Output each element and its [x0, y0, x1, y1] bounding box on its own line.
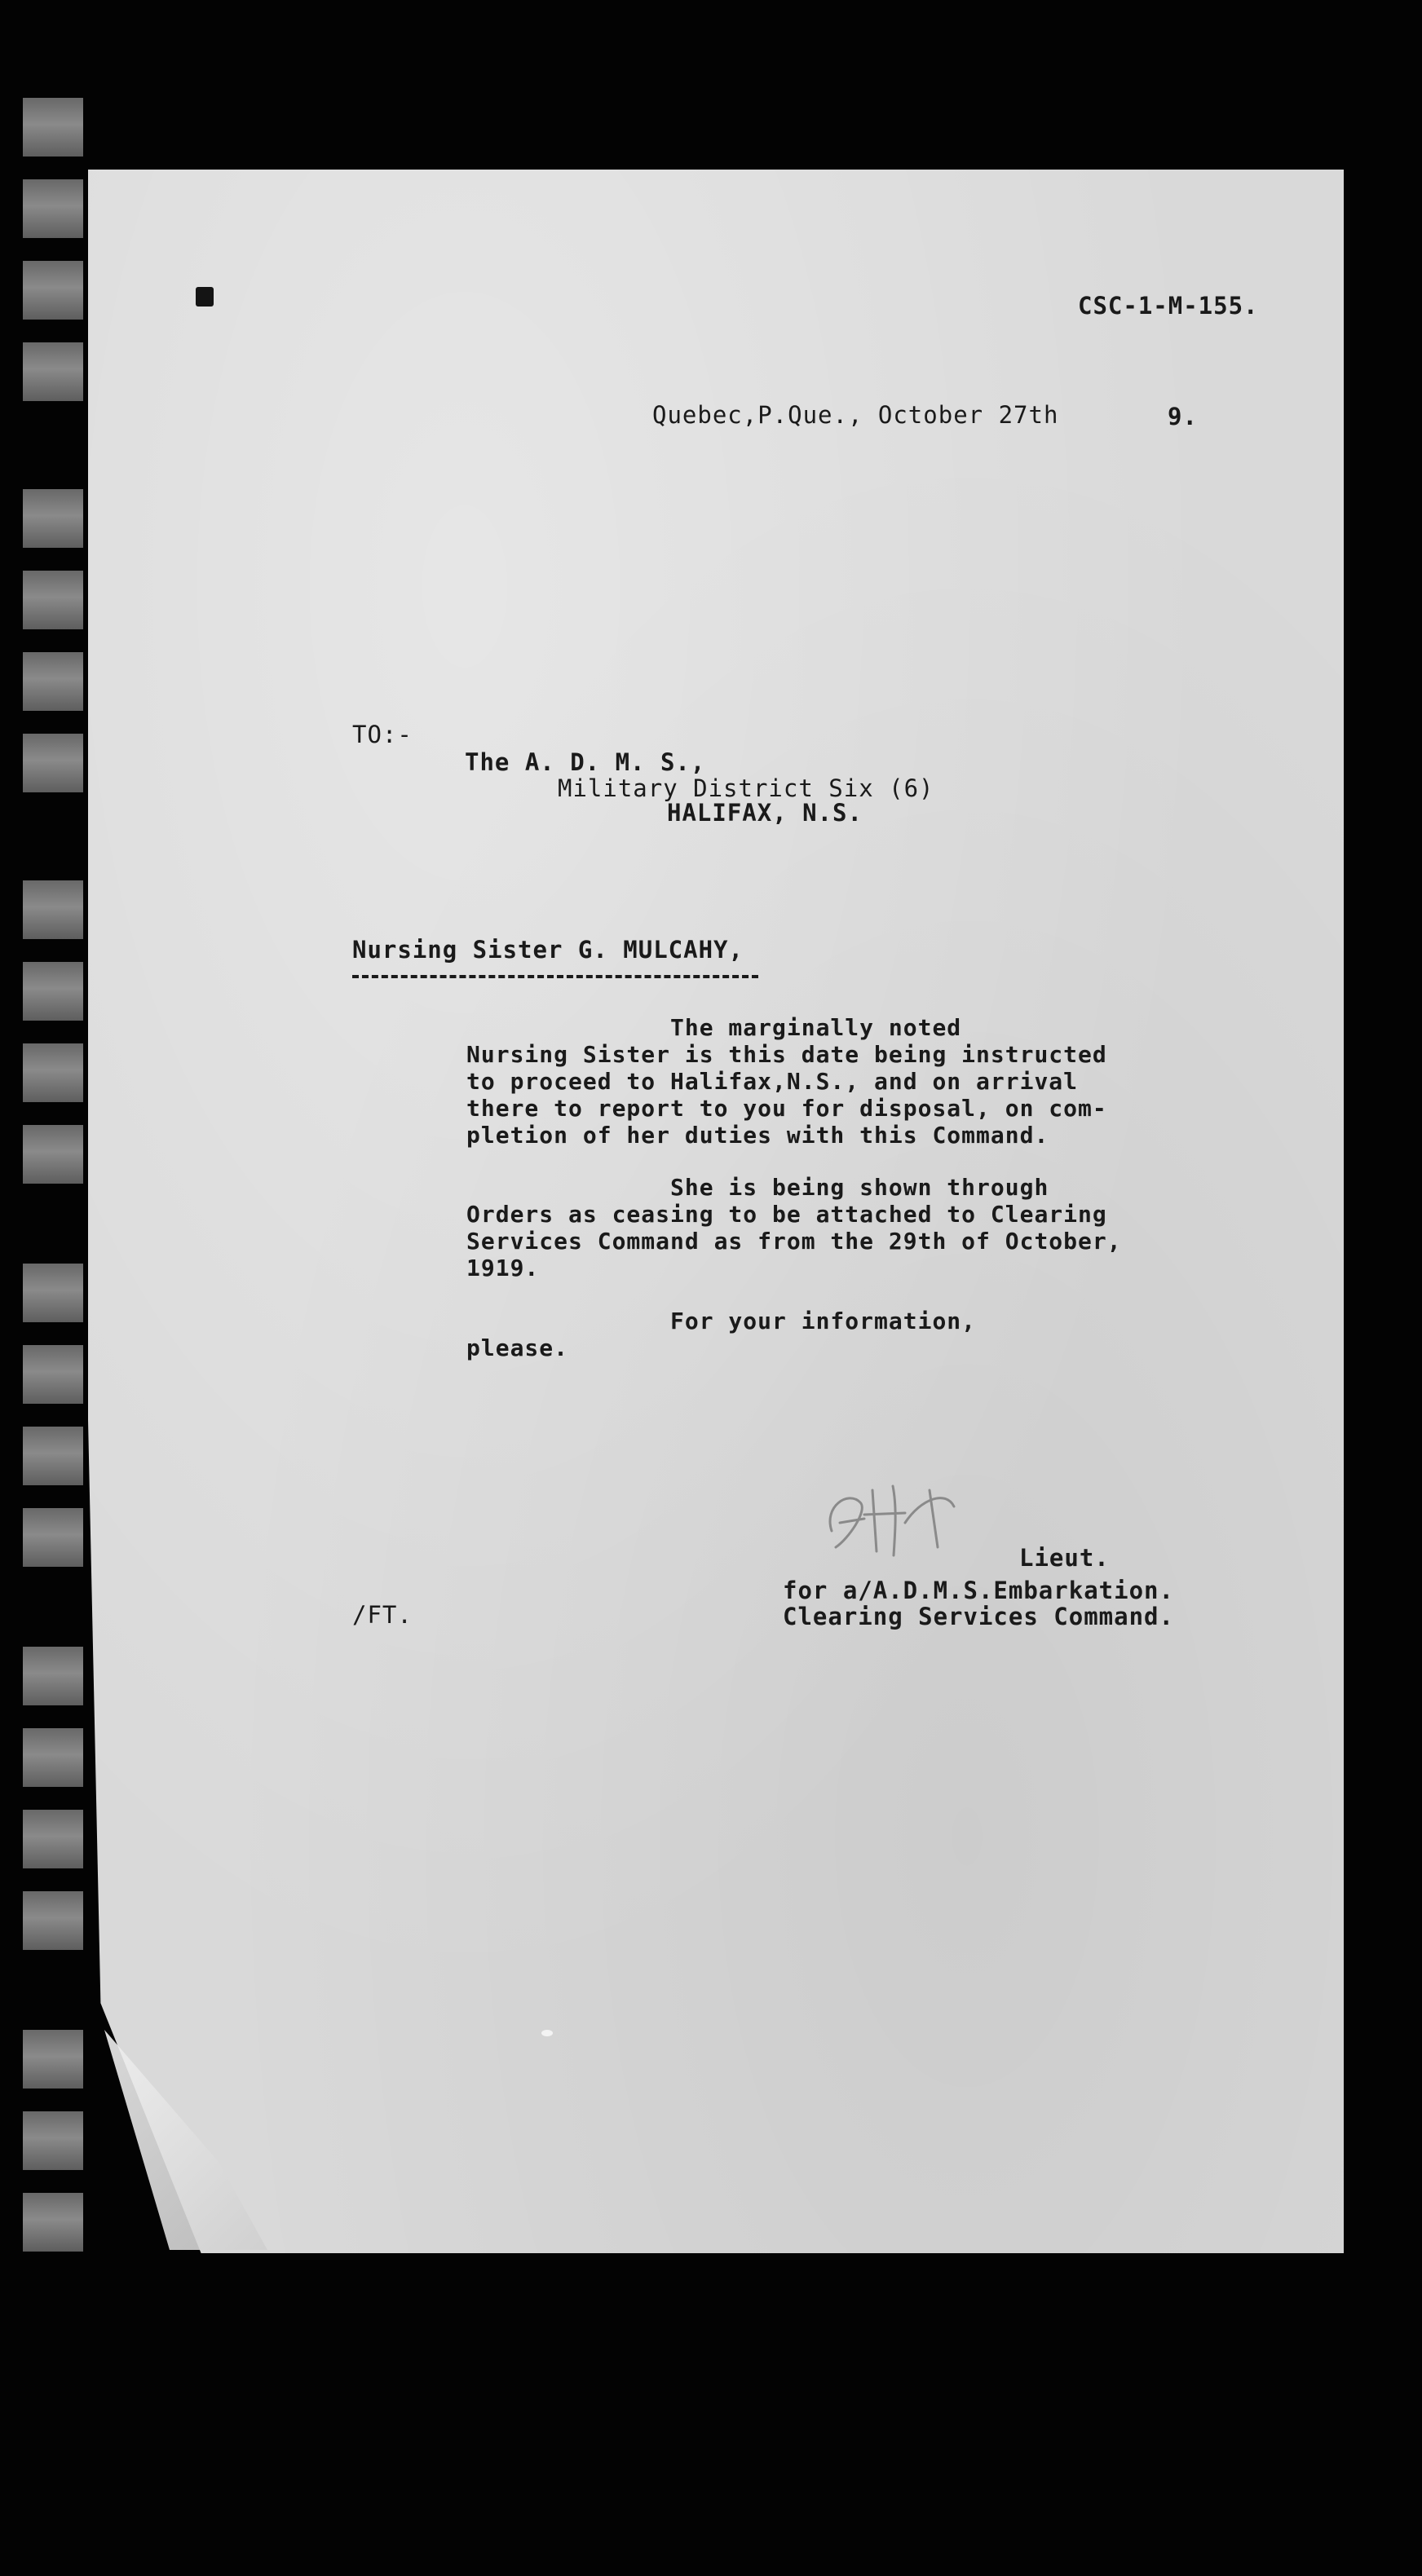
subject-line: Nursing Sister G. MULCAHY, — [352, 936, 744, 964]
film-perforation — [23, 2111, 83, 2170]
film-perforation — [23, 1891, 83, 1950]
subject-underline — [352, 975, 758, 978]
film-perforation — [23, 880, 83, 939]
film-perforation — [23, 179, 83, 238]
film-perforation — [23, 1810, 83, 1868]
film-perforation — [23, 261, 83, 320]
reference-number: CSC-1-M-155. — [1078, 292, 1259, 320]
film-perforation — [23, 734, 83, 792]
film-perforation — [23, 962, 83, 1021]
film-perforation — [23, 1264, 83, 1322]
film-perforation — [23, 1043, 83, 1102]
film-perforation — [23, 1345, 83, 1404]
body-line: Orders as ceasing to be attached to Clearing — [466, 1201, 1107, 1228]
body-line: please. — [466, 1334, 569, 1361]
body-line: there to report to you for disposal, on com- — [466, 1095, 1107, 1122]
film-speck — [541, 2030, 553, 2036]
film-perforation — [23, 571, 83, 629]
film-perforation — [23, 2030, 83, 2089]
film-strip-perforations — [18, 98, 88, 2266]
body-paragraph-3 — [466, 1308, 976, 1361]
typist-reference: /FT. — [352, 1601, 413, 1629]
body-paragraph-2 — [466, 1174, 1122, 1281]
body-paragraph-1 — [466, 1014, 1107, 1149]
film-perforation — [23, 342, 83, 401]
body-line: pletion of her duties with this Command. — [466, 1122, 1049, 1149]
body-line: 1919. — [466, 1255, 540, 1281]
recipient-line-3: HALIFAX, N.S. — [667, 799, 863, 827]
year-fragment: 9. — [1168, 403, 1198, 430]
recipient-line-2: Military District Six (6) — [558, 774, 934, 802]
signatory-title-line-2: Clearing Services Command. — [783, 1603, 1174, 1630]
body-line: to proceed to Halifax,N.S., and on arrival — [466, 1068, 1079, 1095]
film-perforation — [23, 1508, 83, 1567]
body-line: Nursing Sister is this date being instructed — [466, 1041, 1107, 1068]
film-perforation — [23, 652, 83, 711]
body-line: For your information, — [466, 1308, 977, 1334]
recipient-line-1: The A. D. M. S., — [465, 748, 706, 776]
film-perforation — [23, 1427, 83, 1485]
to-label: TO:- — [352, 721, 413, 748]
handwritten-signature — [815, 1474, 970, 1564]
film-perforation — [23, 2193, 83, 2252]
film-perforation — [23, 98, 83, 157]
body-line: She is being shown through — [466, 1174, 1049, 1201]
film-perforation — [23, 1728, 83, 1787]
signatory-title-line-1: for a/A.D.M.S.Embarkation. — [783, 1577, 1174, 1604]
body-line: Services Command as from the 29th of October, — [466, 1228, 1122, 1255]
film-perforation — [23, 489, 83, 548]
punch-mark — [196, 287, 214, 307]
place-and-date: Quebec,P.Que., October 27th — [652, 401, 1059, 429]
signatory-rank: Lieut. — [1019, 1544, 1110, 1572]
body-line: The marginally noted — [466, 1014, 962, 1041]
film-perforation — [23, 1647, 83, 1705]
film-perforation — [23, 1125, 83, 1184]
